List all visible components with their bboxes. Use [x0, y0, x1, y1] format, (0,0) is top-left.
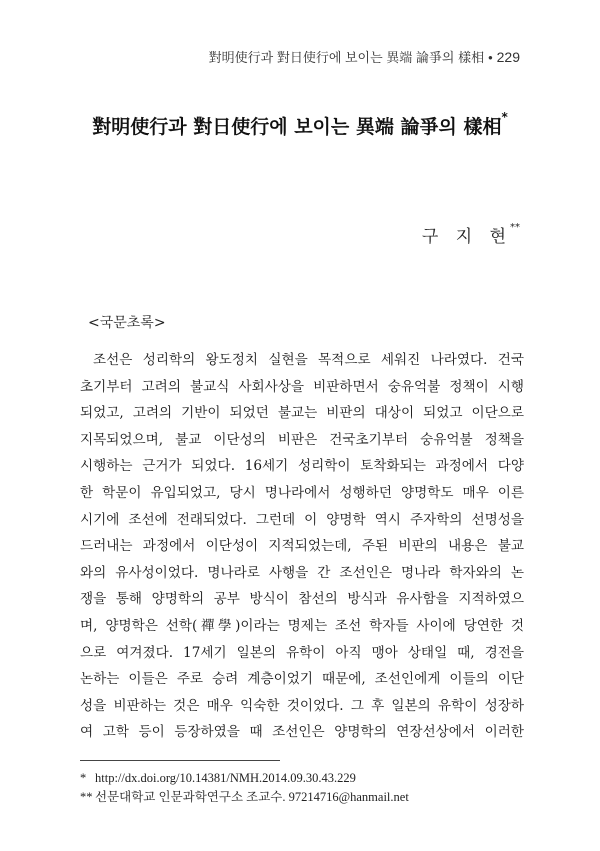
- page-number: 229: [496, 49, 520, 65]
- abstract-body: [80, 347, 524, 746]
- abstract-line: 초기부터 고려의 불교식 사회사상을 비판하면서 숭유억불 정책이 시행: [80, 378, 524, 395]
- paper-title-text: 對明使行과 對日使行에 보이는 異端 論爭의 樣相: [92, 116, 502, 138]
- author: [422, 222, 520, 247]
- abstract-line: 시기에 조선에 전래되었다. 그런데 이 양명학 역시 주자학의 선명성을: [80, 511, 524, 528]
- paper-title: [0, 112, 600, 139]
- footnote-affiliation: [80, 788, 520, 807]
- abstract-line: 되었고, 고려의 기반이 되었던 불교는 비판의 대상이 되었고 이단으로: [80, 405, 524, 422]
- abstract-line: 며, 양명학은 선학(禪學)이라는 명제는 조선 학자들 사이에 당연한 것: [80, 617, 524, 634]
- abstract-line: 지목되었으며, 불교 이단성의 비판은 건국초기부터 숭유억불 정책을: [80, 431, 524, 448]
- footnote-divider: [80, 760, 280, 761]
- footnote-mark: **: [80, 790, 93, 804]
- abstract-line: 여 고학 등이 등장하였을 때 조선인은 양명학의 연장선상에서 이러한: [80, 724, 524, 741]
- running-head-bullet: •: [488, 50, 493, 65]
- abstract-line: 시행하는 근거가 되었다. 16세기 성리학이 토착화되는 과정에서 다양: [80, 458, 524, 475]
- abstract-line: 조선은 성리학의 왕도정치 실현을 목적으로 세워진 나라였다. 건국: [93, 352, 524, 368]
- affiliation-text: 선문대학교 인문과학연구소 조교수. 97214716@hanmail.net: [95, 790, 409, 804]
- abstract-line: 쟁을 통해 양명학의 공부 방식이 참선의 방식과 유사함을 지적하였으: [80, 591, 524, 608]
- footnotes: [80, 769, 520, 807]
- abstract-line: 성을 비판하는 것은 매우 익숙한 것이었다. 그 후 일본의 유학이 성장하: [80, 697, 524, 714]
- footnote-mark: *: [80, 771, 87, 785]
- running-head-title: 對明使行과 對日使行에 보이는 異端 論爭의 樣相: [208, 50, 485, 65]
- abstract-line: 으로 여겨졌다. 17세기 일본의 유학이 아직 맹아 상태일 때, 경전을: [80, 644, 524, 661]
- author-footnote-mark: **: [510, 222, 520, 233]
- abstract-line: 와의 유사성이었다. 명나라로 사행을 간 조선인은 명나라 학자와의 논: [80, 564, 524, 581]
- abstract-line: 논하는 이들은 주로 승려 계층이었기 때문에, 조선인에게 이들의 이단: [80, 671, 524, 688]
- author-name: 구 지 현: [421, 227, 512, 247]
- abstract-line: 드러내는 과정에서 이단성이 지적되었는데, 주된 비판의 내용은 불교: [80, 538, 524, 555]
- footnote-doi: [80, 769, 520, 788]
- doi-link[interactable]: http://dx.doi.org/10.14381/NMH.2014.09.30.43.229: [95, 771, 356, 785]
- abstract-line: 한 학문이 유입되었고, 당시 명나라에서 성행하던 양명학도 매우 이른: [80, 484, 524, 501]
- running-head: [209, 47, 520, 66]
- title-footnote-mark: *: [501, 110, 508, 124]
- abstract-heading: <국문초록>: [88, 315, 166, 331]
